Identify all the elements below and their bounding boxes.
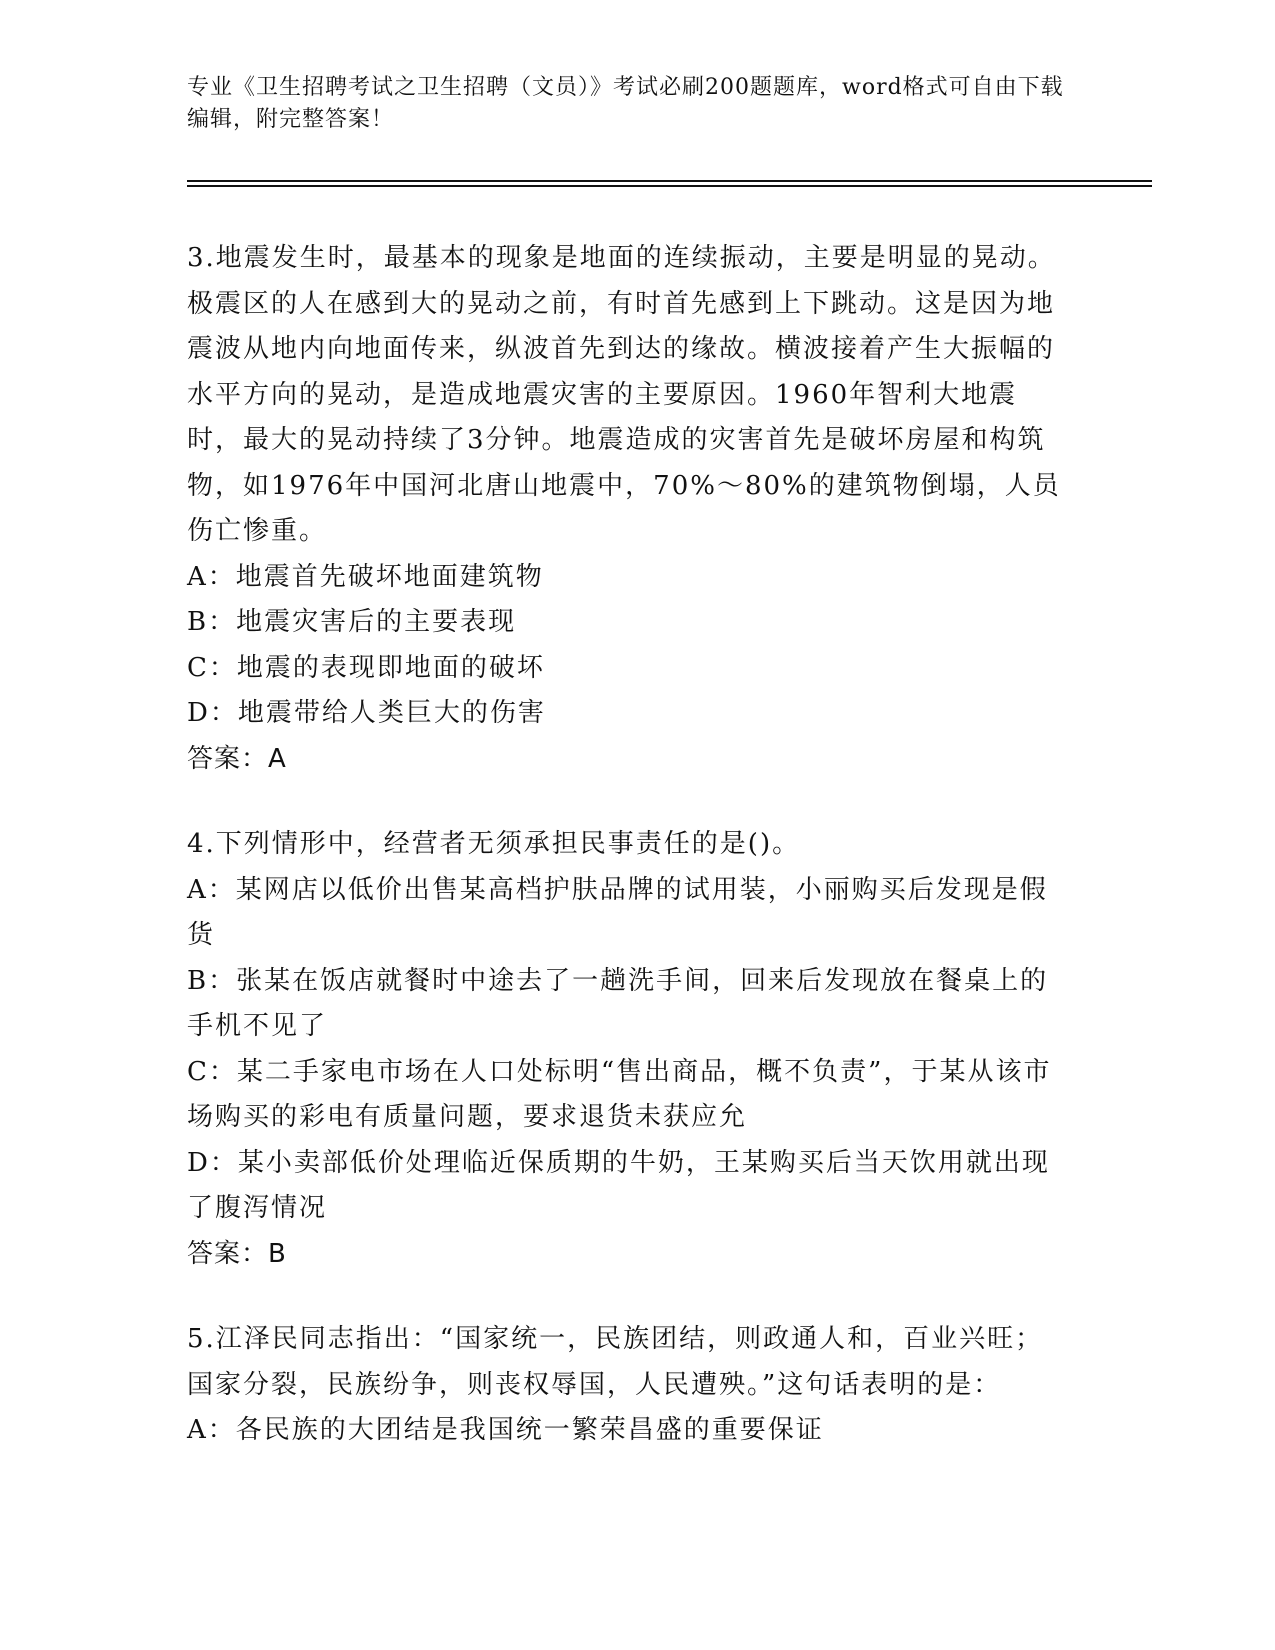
header-divider-bottom — [187, 185, 1152, 187]
answer: 答案：B — [187, 1238, 287, 1269]
header-divider-top — [187, 180, 1152, 182]
option-a: A：某网店以低价出售某高档护肤品牌的试用装，小丽购买后发现是假货 — [187, 874, 1048, 950]
option-b: B：张某在饭店就餐时中途去了一趟洗手间，回来后发现放在餐桌上的手机不见了 — [187, 965, 1049, 1041]
question-5 — [187, 1317, 1067, 1454]
question-text: 4.下列情形中，经营者无须承担民事责任的是()。 — [187, 829, 801, 859]
page-header — [187, 72, 1067, 136]
option-c: C：地震的表现即地面的破坏 — [187, 652, 545, 683]
option-c: C：某二手家电市场在人口处标明“售出商品，概不负责”，于某从该市场购买的彩电有质量问题，要求退货未获应允 — [187, 1056, 1052, 1132]
option-d: D：某小卖部低价处理临近保质期的牛奶，王某购买后当天饮用就出现了腹泻情况 — [187, 1147, 1050, 1223]
question-4 — [187, 822, 1067, 1277]
option-d: D：地震带给人类巨大的伤害 — [187, 698, 546, 728]
answer: 答案：A — [187, 743, 287, 774]
question-list — [187, 236, 1067, 1454]
option-a: A：地震首先破坏地面建筑物 — [187, 561, 544, 592]
question-3 — [187, 236, 1067, 782]
question-text: 3.地震发生时，最基本的现象是地面的连续振动，主要是明显的晃动。极震区的人在感到大的晃动之前，有时首先感到上下跳动。这是因为地震波从地内向地面传来，纵波首先到达的缘故。横波接着产生大振幅的水平方向的晃动，是造成地震灾害的主要原因。1960年智利大地震时，最大的晃动持续了3分钟。地震造成的灾害首先是破坏房屋和构筑物，如1976年中国河北唐山地震中，70%～80%的建筑物倒塌，人员伤亡惨重。 — [187, 243, 1061, 546]
option-b: B：地震灾害后的主要表现 — [187, 607, 517, 637]
question-spacer — [187, 1277, 1067, 1317]
question-spacer — [187, 782, 1067, 822]
document-title: 专业《卫生招聘考试之卫生招聘（文员）》考试必刷200题题库，word格式可自由下载编辑，附完整答案！ — [187, 75, 1064, 132]
option-a: A：各民族的大团结是我国统一繁荣昌盛的重要保证 — [187, 1415, 824, 1445]
question-text: 5.江泽民同志指出：“国家统一，民族团结，则政通人和，百业兴旺；国家分裂，民族纷争，则丧权辱国，人民遭殃。”这句话表明的是： — [187, 1324, 1044, 1400]
